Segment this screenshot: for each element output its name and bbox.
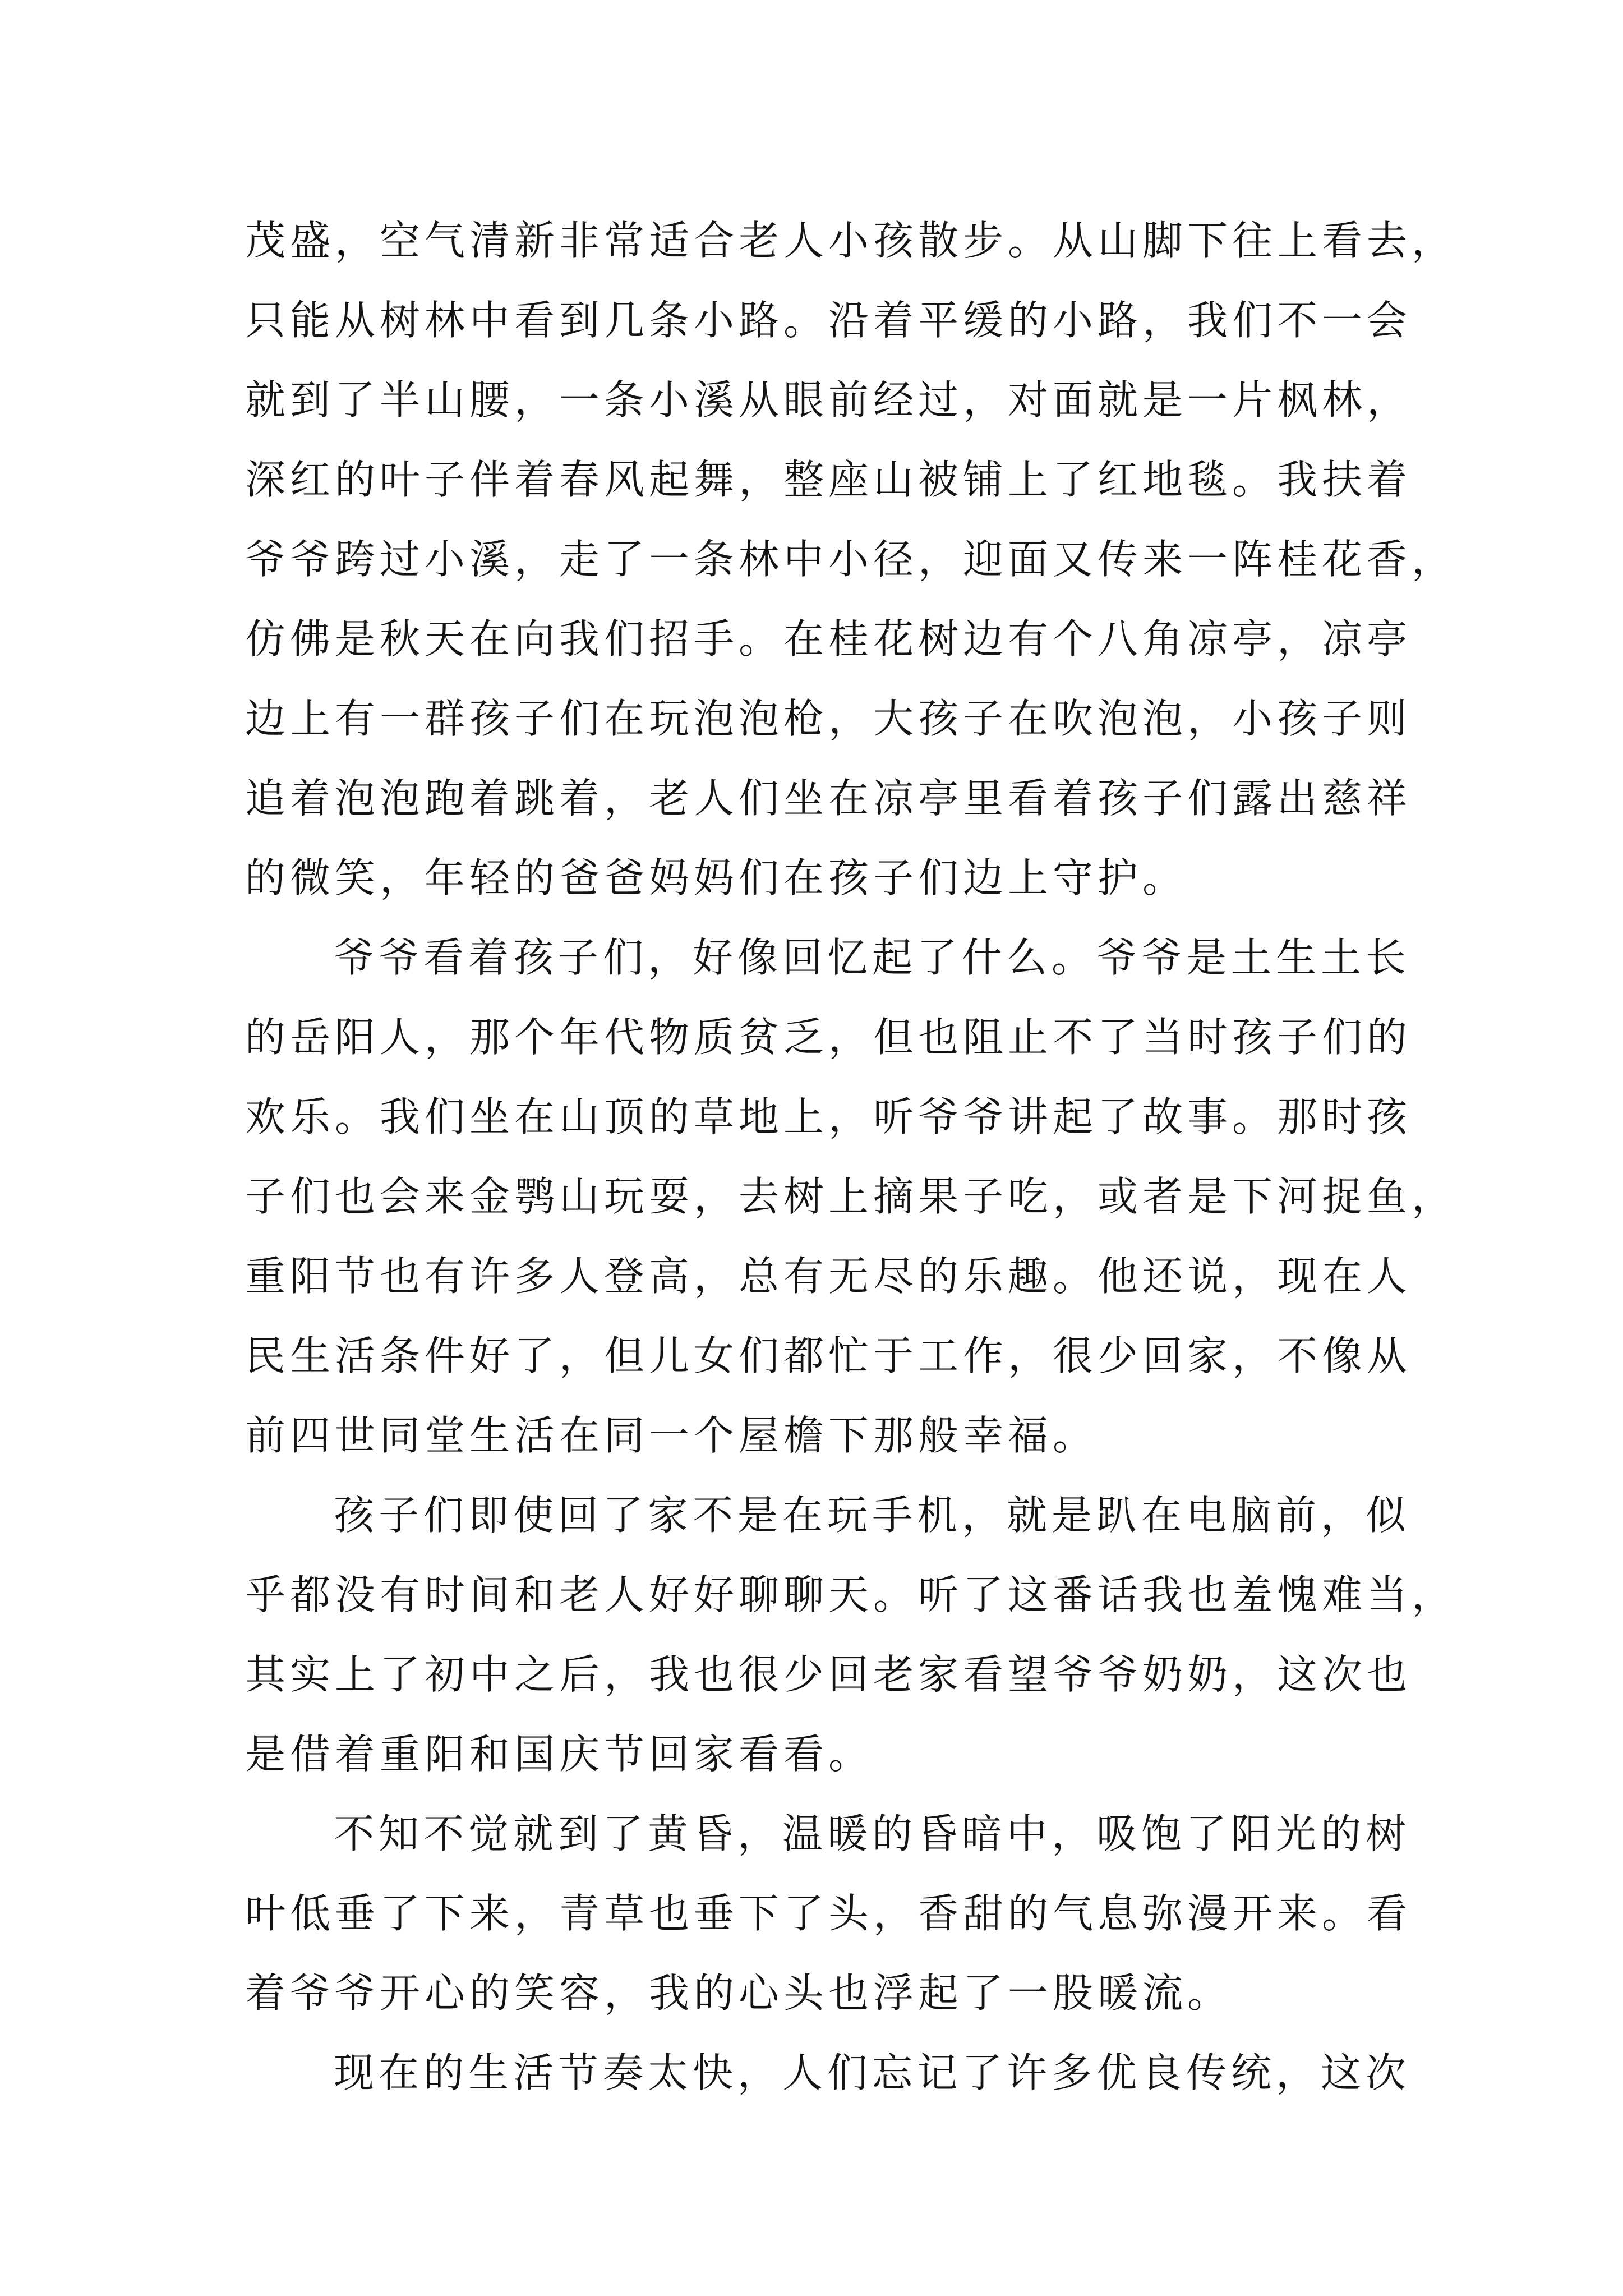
text-line: 爷爷跨过小溪，走了一条林中小径，迎面又传来一阵桂花香， — [245, 536, 1457, 583]
body-text — [245, 201, 1457, 2113]
text-line: 的岳阳人，那个年代物质贫乏，但也阻止不了当时孩子们的 — [245, 1014, 1412, 1061]
text-line: 民生活条件好了，但儿女们都忙于工作，很少回家，不像从 — [245, 1332, 1412, 1379]
text-line: 边上有一群孩子们在玩泡泡枪，大孩子在吹泡泡，小孩子则 — [245, 695, 1412, 742]
text-line: 是借着重阳和国庆节回家看看。 — [245, 1731, 874, 1778]
text-line: 欢乐。我们坐在山顶的草地上，听爷爷讲起了故事。那时孩 — [245, 1093, 1412, 1140]
text-line: 着爷爷开心的笑容，我的心头也浮起了一股暖流。 — [245, 1970, 1233, 2017]
text-line: 就到了半山腰，一条小溪从眼前经过，对面就是一片枫林， — [245, 376, 1412, 424]
paragraph-start-line: 爷爷看着孩子们，好像回忆起了什么。爷爷是土生土长 — [334, 934, 1411, 981]
paragraph-start-line: 现在的生活节奏太快，人们忘记了许多优良传统，这次 — [334, 2049, 1411, 2096]
text-line: 重阳节也有许多人登高，总有无尽的乐趣。他还说，现在人 — [245, 1253, 1412, 1300]
text-line: 茂盛，空气清新非常适合老人小孩散步。从山脚下往上看去， — [245, 217, 1457, 264]
text-line: 仿佛是秋天在向我们招手。在桂花树边有个八角凉亭，凉亭 — [245, 615, 1412, 662]
paragraph-start-line: 不知不觉就到了黄昏，温暖的昏暗中，吸饱了阳光的树 — [334, 1810, 1411, 1857]
text-line: 子们也会来金鹗山玩耍，去树上摘果子吃，或者是下河捉鱼， — [245, 1173, 1457, 1220]
text-line: 只能从树林中看到几条小路。沿着平缓的小路，我们不一会 — [245, 297, 1412, 344]
text-line: 其实上了初中之后，我也很少回老家看望爷爷奶奶，这次也 — [245, 1651, 1412, 1698]
paragraph-start-line: 孩子们即使回了家不是在玩手机，就是趴在电脑前，似 — [334, 1492, 1411, 1539]
text-line: 前四世同堂生活在同一个屋檐下那般幸福。 — [245, 1412, 1098, 1459]
text-line: 深红的叶子伴着春风起舞，整座山被铺上了红地毯。我扶着 — [245, 456, 1412, 503]
text-line: 乎都没有时间和老人好好聊聊天。听了这番话我也羞愧难当， — [245, 1571, 1457, 1618]
text-line: 的微笑，年轻的爸爸妈妈们在孩子们边上守护。 — [245, 854, 1188, 901]
text-line: 追着泡泡跑着跳着，老人们坐在凉亭里看着孩子们露出慈祥 — [245, 775, 1412, 822]
text-line: 叶低垂了下来，青草也垂下了头，香甜的气息弥漫开来。看 — [245, 1890, 1412, 1937]
